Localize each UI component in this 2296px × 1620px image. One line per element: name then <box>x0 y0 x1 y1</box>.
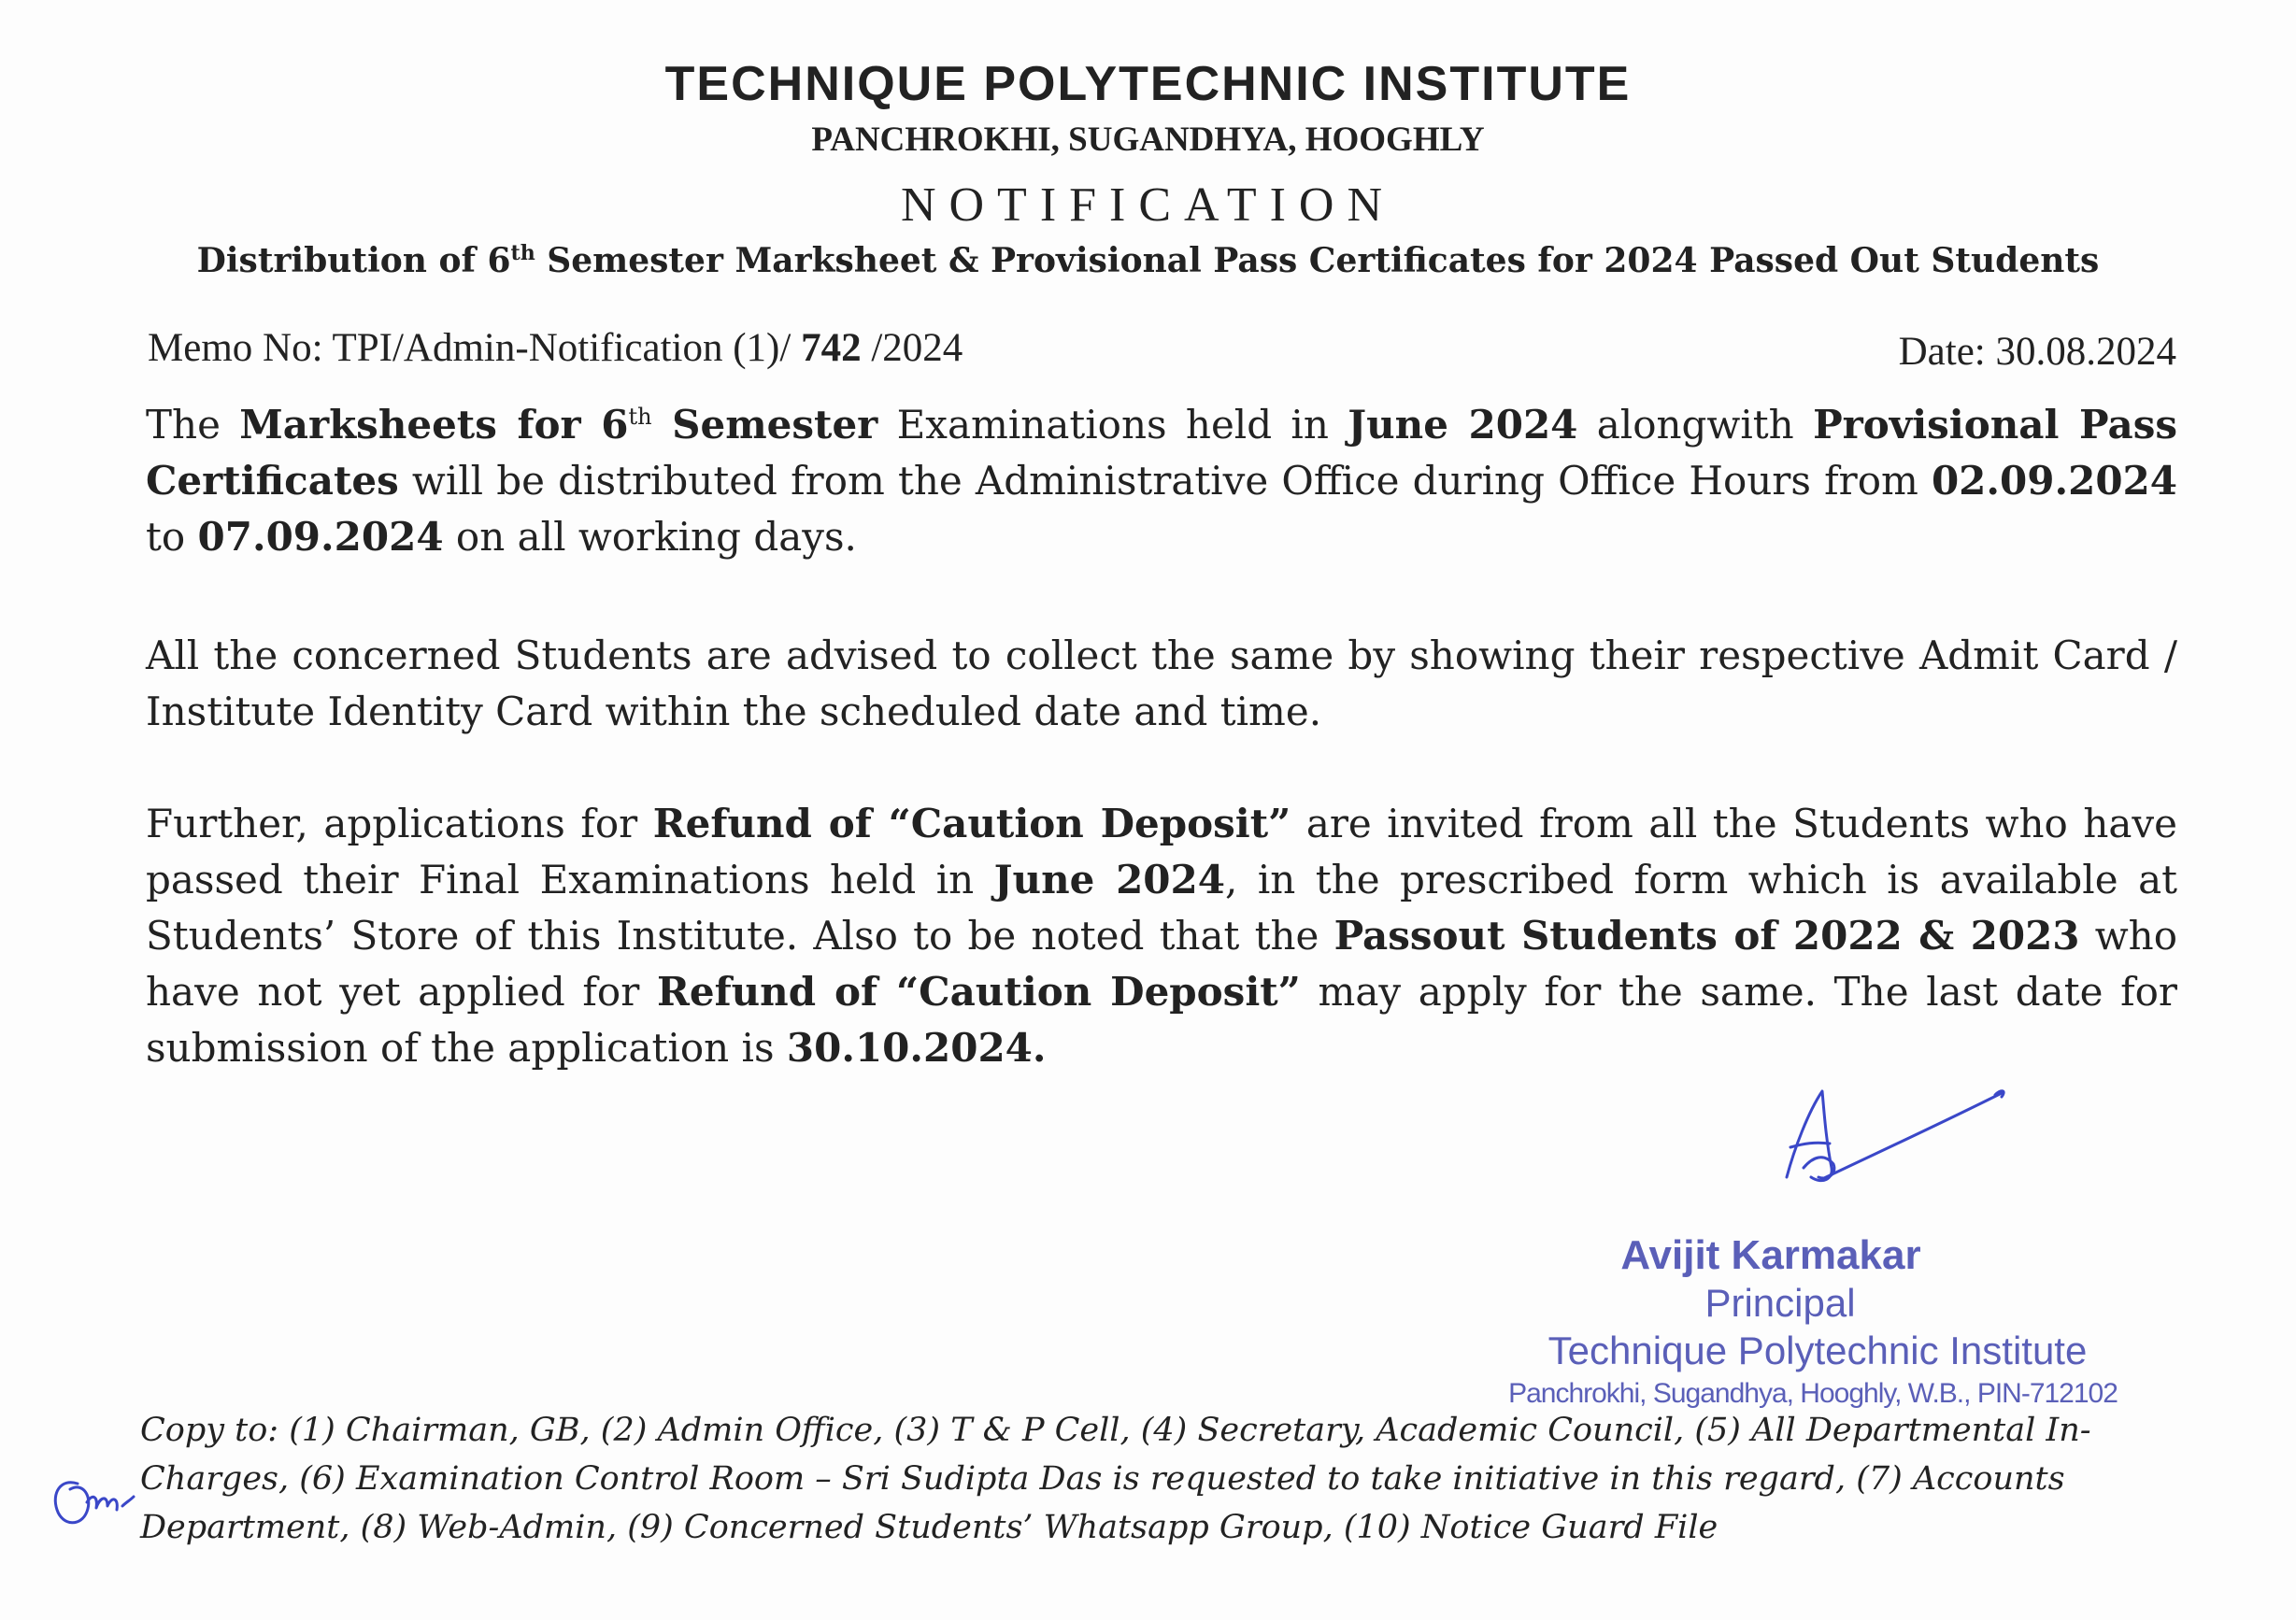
p1-text-2: Examinations held in <box>877 402 1348 448</box>
p1-text-6: on all working days. <box>443 514 857 560</box>
memo-number <box>148 325 963 371</box>
p1-bold-4: Provisional Pass Certificates <box>146 402 2178 504</box>
notification-title: NOTIFICATION <box>900 178 1396 232</box>
handwritten-signature <box>1757 1074 2037 1215</box>
paragraph-caution-deposit <box>146 796 2177 1076</box>
p1-text-3: alongwith <box>1577 402 1814 448</box>
p1-bold-2: Semester <box>651 402 878 448</box>
p3-bold-3: Passout Students of 2022 & 2023 <box>1333 913 2080 959</box>
p1-bold-1: Marksheets for 6 <box>239 402 629 448</box>
signatory-role: Principal <box>1704 1281 1856 1325</box>
signatory-address: Panchrokhi, Sugandhya, Hooghly, W.B., PIN-712102 <box>1508 1378 2118 1409</box>
signature-stamp <box>1476 1231 2187 1413</box>
p1-bold-3: June 2024 <box>1348 402 1578 448</box>
signatory-institute: Technique Polytechnic Institute <box>1547 1329 2088 1372</box>
signatory-name: Avijit Karmakar <box>1620 1232 1921 1278</box>
copy-to-list: Copy to: (1) Chairman, GB, (2) Admin Office, (3) T & P Cell, (4) Secretary, Academic Council, (5) All Departmental In-Charges, (6) Examination Control Room – Sri Sudipta Das is requested to take initiative in this regard, (7) Accounts Department, (8) Web-Admin, (9) Concerned Students’ Whatsapp Group, (10) Notice Guard File <box>140 1412 2091 1546</box>
subject-sup: th <box>510 241 535 265</box>
p3-bold-5: 30.10.2024. <box>786 1025 1047 1071</box>
notification-subject <box>0 241 2296 280</box>
subject-post: Semester Marksheet & Provisional Pass Certificates for 2024 Passed Out Students <box>535 241 2100 280</box>
p3-text-4: who have not yet applied for <box>146 913 2178 1015</box>
subject-pre: Distribution of 6 <box>196 241 511 280</box>
institute-name: TECHNIQUE POLYTECHNIC INSTITUTE <box>664 57 1632 111</box>
p1-sup: th <box>628 404 652 430</box>
p1-text-4: will be distributed from the Administrative Office during Office Hours from <box>398 458 1932 504</box>
p3-text-5: may apply for the same. The last date for submission of the application is <box>146 969 2177 1071</box>
memo-date: Date: 30.08.2024 <box>1898 330 2176 374</box>
paragraph-collection-instructions: All the concerned Students are advised to collect the same by showing their respective Admit Card / Institute Identity Card within the scheduled date and time. <box>146 632 2177 734</box>
p1-text-5: to <box>146 514 198 560</box>
p3-text-1: Further, applications for <box>146 801 653 846</box>
p1-text-1: The <box>146 402 240 448</box>
paragraph-marksheet-distribution <box>146 397 2177 565</box>
p1-bold-5: 02.09.2024 <box>1931 458 2177 504</box>
institute-address: PANCHROKHI, SUGANDHYA, HOOGHLY <box>811 121 1485 159</box>
p3-text-2: are invited from all the Students who have passed their Final Examinations held in <box>146 801 2177 902</box>
p3-bold-1: Refund of “Caution Deposit” <box>652 801 1291 846</box>
p1-bold-6: 07.09.2024 <box>197 514 444 560</box>
memo-number-value: 742 <box>801 326 862 370</box>
memo-prefix: Memo No: TPI/Admin-Notification (1)/ <box>148 326 802 370</box>
p3-text-3: , in the prescribed form which is available at Students’ Store of this Institute. Also to be noted that the <box>146 857 2177 959</box>
memo-suffix: /2024 <box>861 326 963 370</box>
p3-bold-2: June 2024 <box>993 857 1225 902</box>
p3-bold-4: Refund of “Caution Deposit” <box>656 969 1301 1015</box>
handwritten-initials <box>42 1465 145 1549</box>
